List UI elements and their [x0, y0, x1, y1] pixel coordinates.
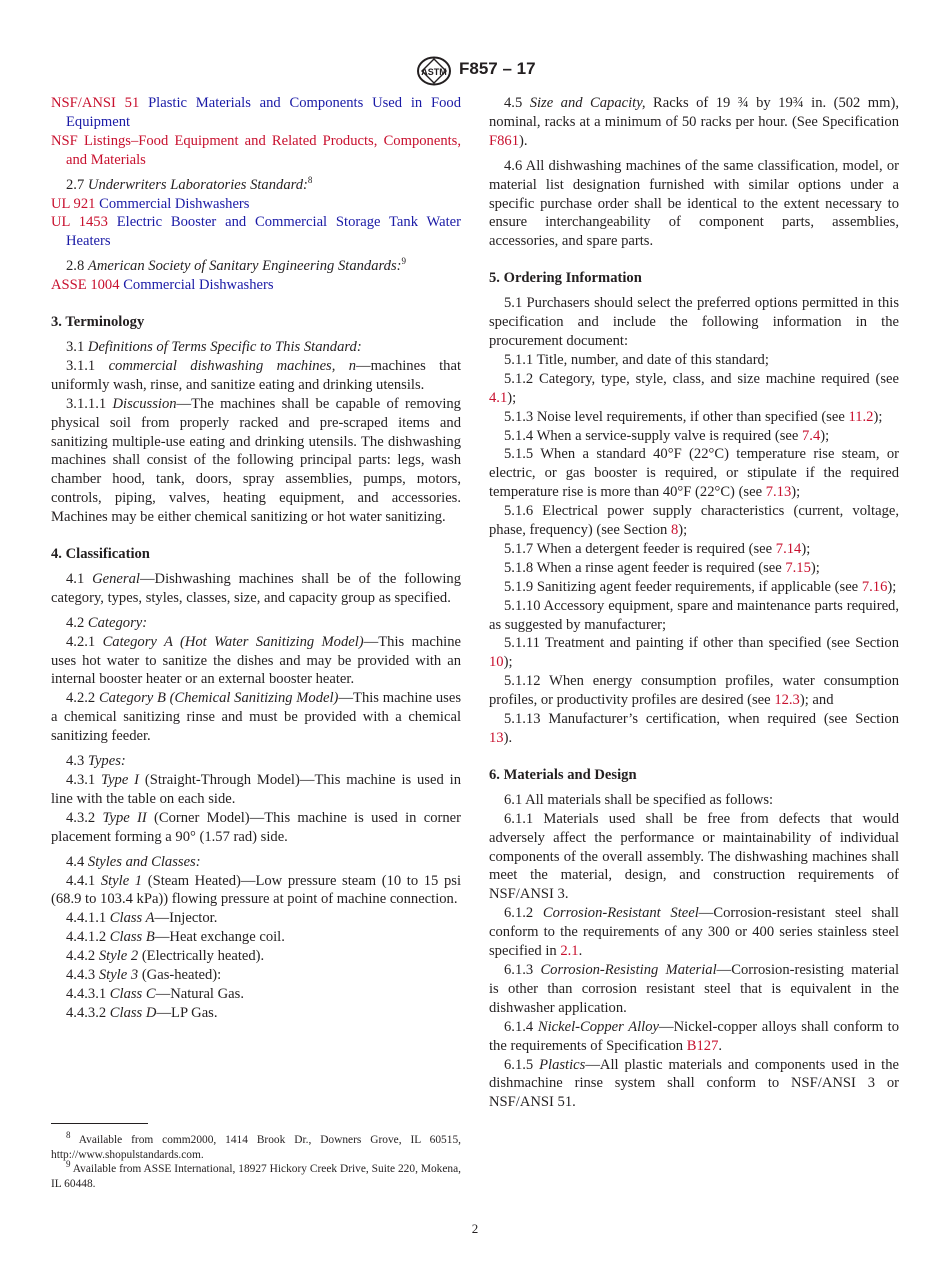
link-b127[interactable]: B127 — [686, 1037, 719, 1054]
section-6-1-1: 6.1.1 Materials used shall be free from defects that would adversely affect the performance or maintainability of individual components of the overall assembly. The dishwashing machines shall meet the material, design, and construction requirements of NSF/ANSI 3. — [489, 810, 899, 903]
footnote-8: $^8$ Available from comm2000, 1414 Brook Dr., Downers Grove, IL 60515, http://www.shopulstandards.com. — [51, 1130, 461, 1161]
section-3-1-1-1: 3.1.1.1 Discussion—The machines shall be capable of removing physical soil from properly racked and pre-scraped items and sanitizing multiple-use eating and drinking utensils. The dishwashing machines shall consist of the following principal parts: legs, wash chamber hood, tank, doors, spray assemblies, pumps, motors, controls, piping, valves, heating equipment, and accessories. Machines may be either chemical sanitizing or hot water sanitizing. — [51, 395, 461, 526]
section-4-4-2: 4.4.2 Style 2 (Electrically heated). — [66, 948, 265, 965]
section-4-4-1-1: 4.4.1.1 Class A—Injector. — [66, 910, 218, 927]
reference-ul-921[interactable]: UL 921 Commercial Dishwashers — [51, 195, 250, 212]
link-7-14[interactable]: 7.14 — [775, 540, 802, 557]
link-12-3[interactable]: 12.3 — [774, 692, 800, 709]
footnote-divider — [51, 1123, 148, 1124]
link-7-13[interactable]: 7.13 — [765, 484, 792, 501]
section-3-1-1: 3.1.1 commercial dishwashing machines, n—machines that uniformly wash, rinse, and sanitize eating and drinking utensils. — [51, 357, 461, 393]
logo-text: ASTM — [421, 67, 447, 77]
section-5-1-11: 5.1.11 Treatment and painting if other than specified (see Section 10); — [489, 635, 899, 671]
section-4-4-1-2: 4.4.1.2 Class B—Heat exchange coil. — [66, 929, 285, 946]
section-4-4-3: 4.4.3 Style 3 (Gas-heated): — [66, 967, 222, 984]
link-section-13[interactable]: 13 — [489, 730, 504, 746]
section-4-2-1: 4.2.1 Category A (Hot Water Sanitizing Model)—This machine uses hot water to sanitize the dishes and may be provided with an internal booster heater or an external booster heater. — [51, 633, 462, 688]
link-2-1[interactable]: 2.1 — [560, 943, 579, 960]
astm-logo-icon — [416, 56, 452, 86]
section-3-1: 3.1 Definitions of Terms Specific to This Standard: — [66, 338, 362, 355]
section-5-1-6: 5.1.6 Electrical power supply characteristics (current, voltage, phase, frequency) (see Section 8); — [489, 503, 899, 539]
section-5-1-7: 5.1.7 When a detergent feeder is required (see 7.14); — [504, 540, 811, 557]
section-5-1-1: 5.1.1 Title, number, and date of this standard; — [504, 351, 769, 368]
link-f861[interactable]: F861 — [489, 132, 520, 149]
link-7-4[interactable]: 7.4 — [802, 427, 821, 444]
section-6-1-3: 6.1.3 Corrosion-Resisting Material—Corrosion-resisting material is other than corrosion resistant steel that is equivalent in the dishwasher application. — [489, 961, 899, 1016]
reference-nsf-ansi-51[interactable]: NSF/ANSI 51 Plastic Materials and Components Used in Food Equipment — [51, 95, 462, 130]
section-4-4-3-2: 4.4.3.2 Class D—LP Gas. — [66, 1004, 218, 1021]
reference-nsf-listings[interactable]: NSF Listings–Food Equipment and Related Products, Components, and Materials — [51, 132, 461, 168]
section-4-5: 4.5 Size and Capacity, Racks of 19 ¾ by 19¾ in. (502 mm), nominal, racks at a minimum of 50 racks per hour. (See Specification F861). — [489, 95, 899, 149]
link-section-10[interactable]: 10 — [489, 654, 504, 671]
section-5-1-4: 5.1.4 When a service-supply valve is required (see 7.4); — [504, 427, 830, 444]
section-2-8: 2.8 American Society of Sanitary Engineering Standards:$^9$ — [66, 256, 406, 275]
section-4-2-2: 4.2.2 Category B (Chemical Sanitizing Model)—This machine uses a chemical sanitizing rinse and must be provided with a chemical sanitizing feeder. — [51, 690, 462, 745]
section-5-1: 5.1 Purchasers should select the preferred options permitted in this specification and include the following information in the procurement document: — [489, 295, 899, 349]
section-4-2: 4.2 Category: — [66, 614, 148, 631]
section-5-1-3: 5.1.3 Noise level requirements, if other than specified (see 11.2); — [504, 408, 883, 425]
section-3-heading: 3. Terminology — [51, 314, 145, 331]
link-7-16[interactable]: 7.16 — [861, 578, 888, 595]
section-4-3-1: 4.3.1 Type I (Straight-Through Model)—This machine is used in line with the table on each side. — [51, 772, 461, 807]
section-4-4: 4.4 Styles and Classes: — [66, 853, 201, 870]
section-5-1-13: 5.1.13 Manufacturer’s certification, when required (see Section 13). — [489, 711, 899, 746]
section-4-4-1: 4.4.1 Style 1 (Steam Heated)—Low pressure steam (10 to 15 psi (68.9 to 103.4 kPa)) flowing pressure at point of machine connection. — [51, 872, 461, 908]
section-5-1-12: 5.1.12 When energy consumption profiles, water consumption profiles, or productivity profiles are desired (see 12.3); and — [489, 673, 899, 709]
section-4-1: 4.1 General—Dishwashing machines shall be of the following category, types, styles, classes, size, and capacity group as specified. — [51, 570, 461, 606]
link-11-2[interactable]: 11.2 — [848, 408, 874, 425]
section-6-1-2: 6.1.2 Corrosion-Resistant Steel—Corrosion-resistant steel shall conform to the requirements of any 300 or 400 series stainless steel specified in 2.1. — [489, 905, 899, 960]
section-5-1-8: 5.1.8 When a rinse agent feeder is required (see 7.15); — [504, 559, 820, 576]
section-4-6: 4.6 All dishwashing machines of the same classification, model, or material list designation furnished with similar options under a specific purchase order shall be identical to the extent necessary to ensure interchangeability of component parts, assemblies, accessories, and spare parts. — [489, 157, 899, 250]
right-column — [489, 94, 899, 1112]
link-7-15[interactable]: 7.15 — [785, 559, 811, 576]
section-2-7: 2.7 Underwriters Laboratories Standard:$^8$ — [66, 174, 313, 193]
footnotes — [51, 1130, 461, 1192]
section-6-1-4: 6.1.4 Nickel-Copper Alloy—Nickel-copper alloys shall conform to the requirements of Specification B127. — [489, 1018, 899, 1054]
section-5-1-5: 5.1.5 When a standard 40°F (22°C) temperature rise steam, or electric, or gas booster is required, or stipulate if the required temperature rise is more than 40°F (22°C) (see 7.13); — [489, 446, 899, 501]
section-5-heading: 5. Ordering Information — [489, 270, 642, 287]
page-header — [0, 56, 950, 86]
reference-asse-1004[interactable]: ASSE 1004 Commercial Dishwashers — [51, 277, 274, 294]
left-column — [51, 94, 461, 1023]
section-5-1-9: 5.1.9 Sanitizing agent feeder requirements, if applicable (see 7.16); — [504, 578, 897, 595]
footnote-9: $^9$ Available from ASSE International, 18927 Hickory Creek Drive, Suite 220, Mokena, IL 60448. — [51, 1159, 461, 1191]
section-5-1-2: 5.1.2 Category, type, style, class, and size machine required (see 4.1); — [489, 370, 899, 406]
section-4-3-2: 4.3.2 Type II (Corner Model)—This machine is used in corner placement forming a 90° (1.57 rad) side. — [51, 809, 461, 845]
section-6-heading: 6. Materials and Design — [489, 766, 637, 783]
section-6-1-5: 6.1.5 Plastics—All plastic materials and components used in the dishmachine rinse system shall conform to NSF/ANSI 3 or NSF/ANSI 51. — [489, 1056, 899, 1111]
link-4-1[interactable]: 4.1 — [489, 389, 508, 406]
section-5-1-10: 5.1.10 Accessory equipment, spare and maintenance parts required, as suggested by manufacturer; — [489, 597, 899, 633]
section-4-4-3-1: 4.4.3.1 Class C—Natural Gas. — [66, 985, 244, 1002]
document-designation: F857 – 17 — [459, 59, 536, 78]
section-4-heading: 4. Classification — [51, 546, 150, 563]
section-4-3: 4.3 Types: — [66, 753, 126, 770]
reference-ul-1453[interactable]: UL 1453 Electric Booster and Commercial Storage Tank Water Heaters — [51, 214, 462, 250]
page-number: 2 — [471, 1221, 479, 1236]
link-section-8[interactable]: 8 — [670, 522, 679, 539]
section-6-1: 6.1 All materials shall be specified as follows: — [504, 791, 774, 808]
